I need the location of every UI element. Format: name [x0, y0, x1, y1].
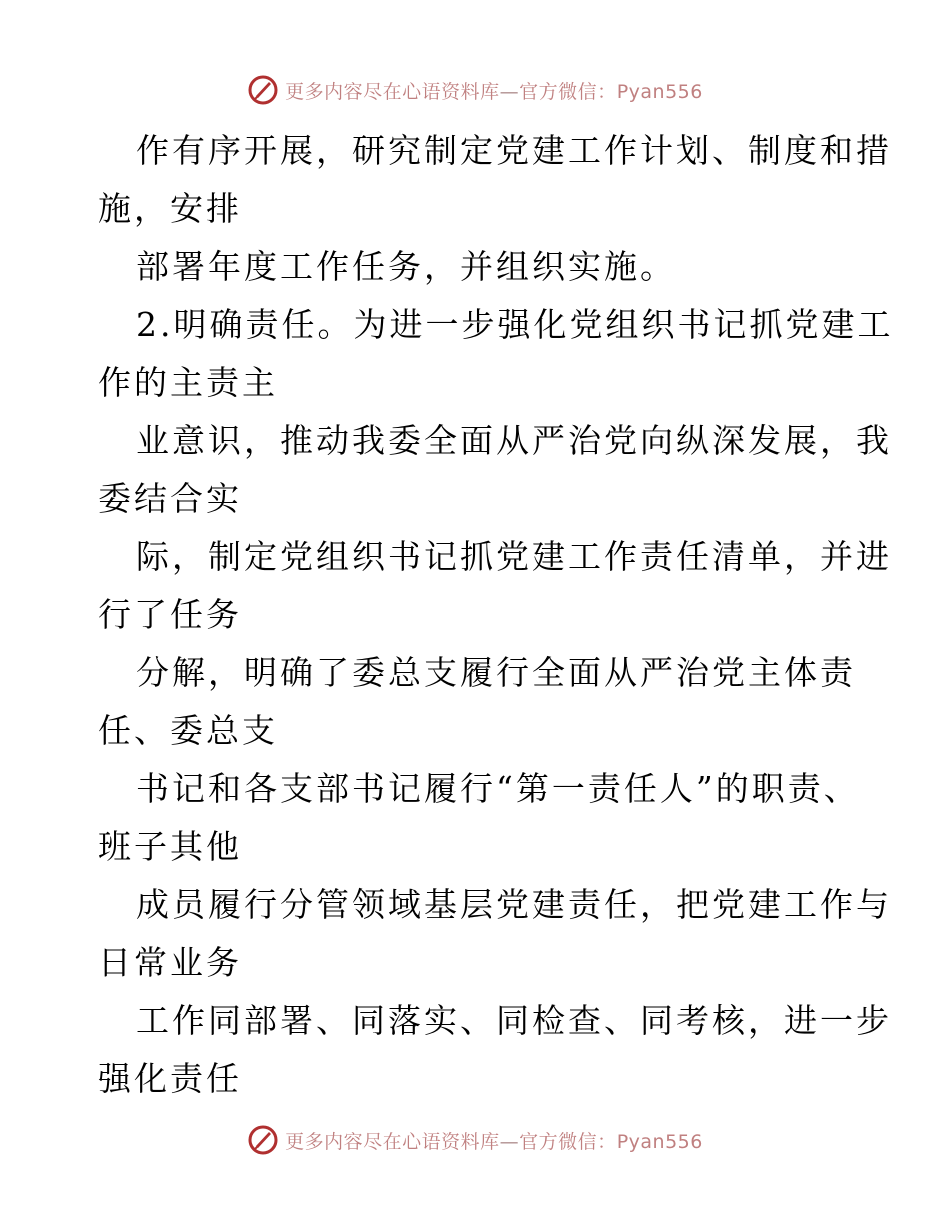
- text-line: 成员履行分管领域基层党建责任，把党建工作与: [136, 885, 892, 924]
- text-line: 任、委总支: [98, 711, 278, 750]
- text-line: 委结合实: [98, 479, 242, 518]
- text-line: 作的主责主: [98, 363, 278, 402]
- text-line: 施，安排: [98, 189, 242, 228]
- text-line: 部署年度工作任务，并组织实施。: [136, 247, 676, 286]
- text-line: 班子其他: [98, 827, 242, 866]
- watermark-text: 更多内容尽在心语资料库—官方微信：Pyan556: [285, 80, 703, 103]
- quill-logo-icon: [247, 74, 279, 106]
- text-line: 日常业务: [98, 943, 242, 982]
- text-line: 行了任务: [98, 595, 242, 634]
- header-watermark: [0, 70, 950, 110]
- text-line: 书记和各支部书记履行“第一责任人”的职责、: [136, 769, 860, 808]
- text-line: 分解，明确了委总支履行全面从严治党主体责: [136, 653, 856, 692]
- text-line: 2.明确责任。为进一步强化党组织书记抓党建工: [136, 305, 894, 344]
- text-line: 工作同部署、同落实、同检查、同考核，进一步: [136, 1001, 892, 1040]
- text-line: 作有序开展，研究制定党建工作计划、制度和措: [136, 131, 892, 170]
- text-line: 强化责任: [98, 1059, 242, 1098]
- text-line: 际，制定党组织书记抓党建工作责任清单，并进: [136, 537, 892, 576]
- text-line: 业意识，推动我委全面从严治党向纵深发展，我: [136, 421, 892, 460]
- watermark-text: 更多内容尽在心语资料库—官方微信：Pyan556: [285, 1130, 703, 1153]
- quill-logo-icon: [247, 1124, 279, 1156]
- footer-watermark: [0, 1120, 950, 1160]
